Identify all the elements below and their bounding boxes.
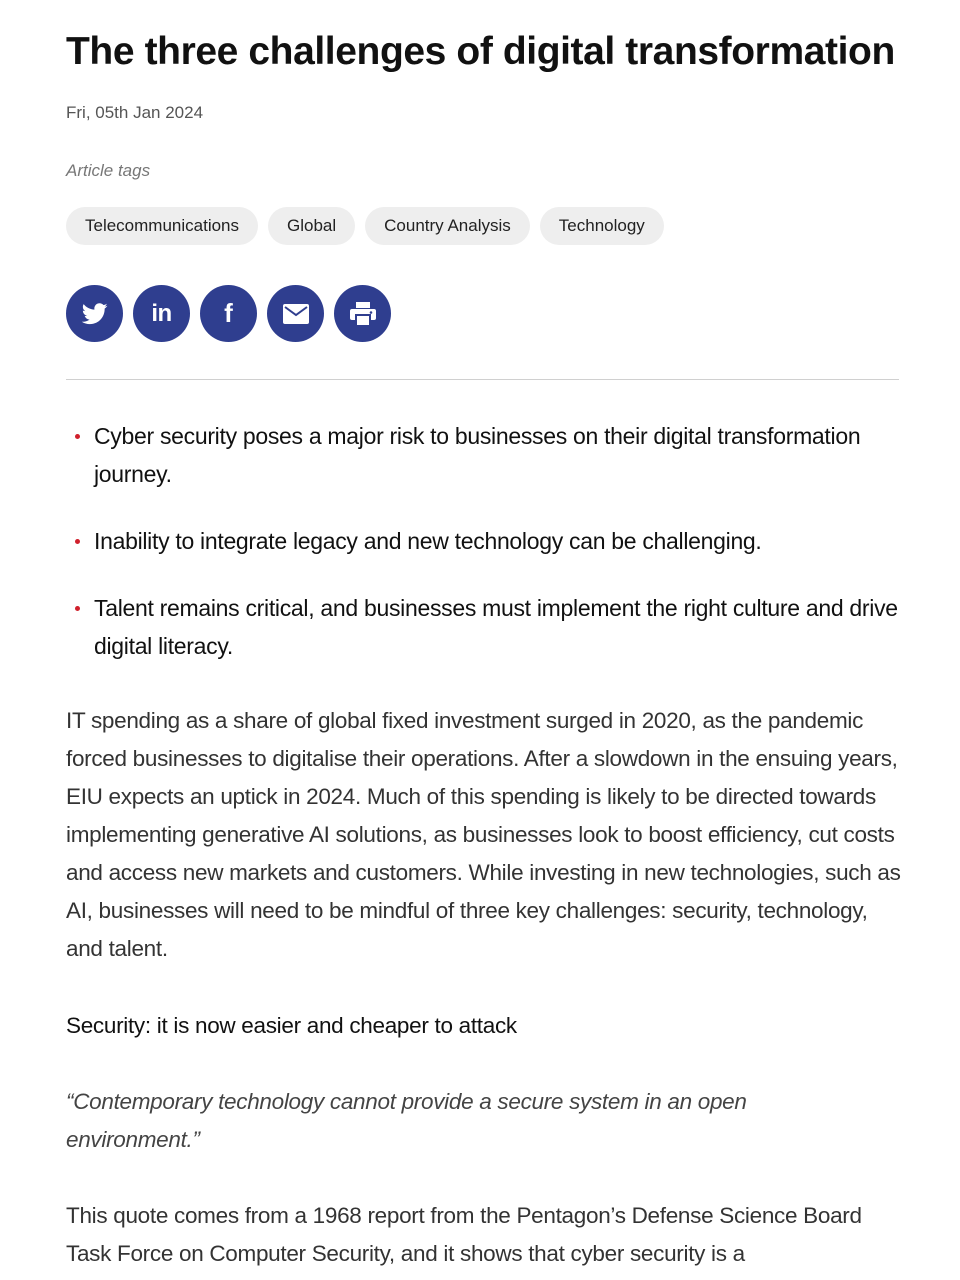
facebook-icon: f xyxy=(224,298,233,328)
twitter-icon xyxy=(82,303,108,325)
bullet-icon xyxy=(75,606,80,611)
article-tags xyxy=(66,207,664,245)
share-twitter-button[interactable] xyxy=(66,285,123,342)
article-tags-label: Article tags xyxy=(66,161,151,180)
list-item xyxy=(66,417,899,493)
share-print-button[interactable] xyxy=(334,285,391,342)
linkedin-icon: in xyxy=(151,299,172,327)
share-email-button[interactable] xyxy=(267,285,324,342)
print-icon xyxy=(350,302,376,326)
tag-technology[interactable]: Technology xyxy=(540,207,664,245)
divider xyxy=(66,379,899,380)
tag-telecommunications[interactable]: Telecommunications xyxy=(66,207,258,245)
article-date: Fri, 05th Jan 2024 xyxy=(66,103,204,122)
key-point-text: Inability to integrate legacy and new technology can be challenging. xyxy=(94,528,762,554)
list-item xyxy=(66,522,899,560)
tag-country-analysis[interactable]: Country Analysis xyxy=(365,207,530,245)
section-subheading: Security: it is now easier and cheaper to attack xyxy=(66,1013,517,1038)
list-item xyxy=(66,589,899,665)
share-buttons xyxy=(66,285,391,342)
share-linkedin-button[interactable] xyxy=(133,285,190,342)
body-paragraph: This quote comes from a 1968 report from the Pentagon’s Defense Science Board Task Force on Computer Security, and it shows that cyber security is a xyxy=(66,1203,862,1266)
bullet-icon xyxy=(75,434,80,439)
bullet-icon xyxy=(75,539,80,544)
pull-quote: “Contemporary technology cannot provide a secure system in an open environment.” xyxy=(66,1089,747,1152)
key-points-list xyxy=(66,417,899,694)
tag-global[interactable]: Global xyxy=(268,207,355,245)
key-point-text: Talent remains critical, and businesses must implement the right culture and drive digital literacy. xyxy=(94,595,898,659)
body-paragraph: IT spending as a share of global fixed investment surged in 2020, as the pandemic forced businesses to digitalise their operations. After a slowdown in the ensuing years, EIU expects an uptick in 2024. Much of this spending is likely to be directed towards implementing generative AI solutions, as businesses look to boost efficiency, cut costs and access new markets and customers. While investing in new technologies, such as AI, businesses will need to be mindful of three key challenges: security, technology, and talent. xyxy=(66,708,901,961)
key-point-text: Cyber security poses a major risk to businesses on their digital transformation journey. xyxy=(94,423,861,487)
share-facebook-button[interactable] xyxy=(200,285,257,342)
article-title: The three challenges of digital transformation xyxy=(66,30,895,73)
email-icon xyxy=(283,304,309,324)
